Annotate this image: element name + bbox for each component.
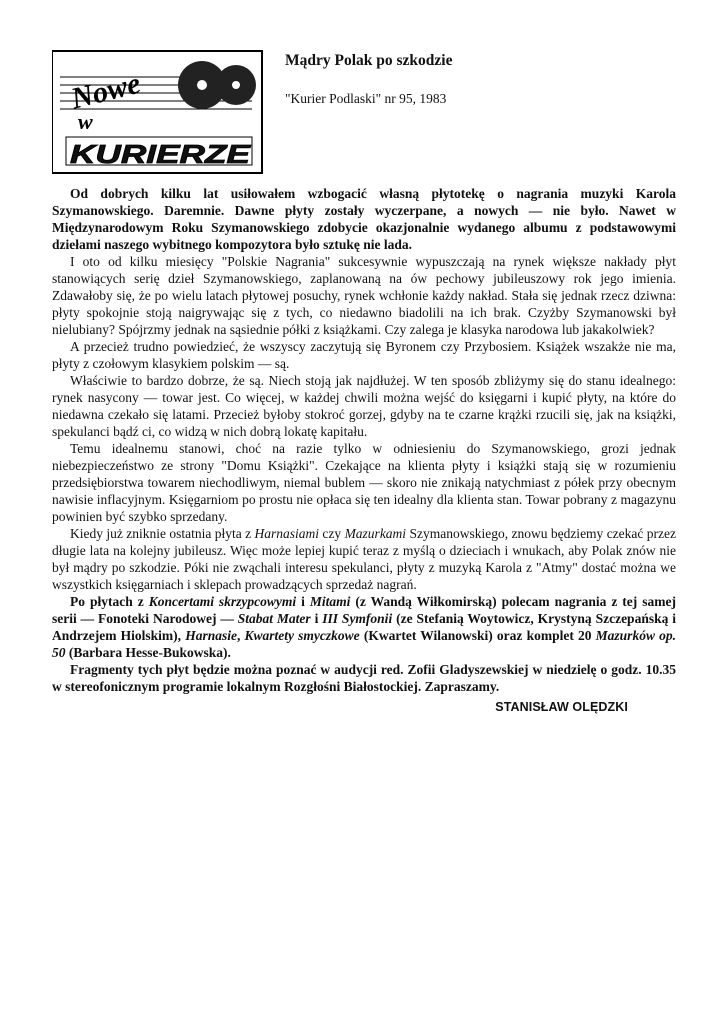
newspaper-column-logo xyxy=(52,47,264,175)
article-paragraph: Właściwie to bardzo dobrze, że są. Niech stoją jak najdłużej. W ten sposób zbliżymy się do stanu idealnego: rynek nasycony — towar jest. Co więcej, w każdej chwili można wejść do księgarni i kupić płyty, na które do niedawna czekało się latami. Przecież byłoby stokroć gorzej, gdyby na te czarne krążki rzucili się, jak na książki, spekulanci bądź ci, co widzą w nich dobrą lokatę kapitału. xyxy=(52,373,676,439)
logo-script-top: Nowe xyxy=(67,66,144,116)
article-paragraph: Kiedy już zniknie ostatnia płyta z Harnasiami czy Mazurkami Szymanowskiego, znowu będziemy czekać przez długie lata na kolejny jubileusz. Więc może lepiej kupić teraz z myślą o dzieciach i wnukach, aby Polak znów nie był mądry po szkodzie. Póki nie zwąchali interesu spekulanci, płyty z muzyką Karola z "Atmy" dostać można we wszystkich księgarniach i sklepach prowadzących sprzedaż nagrań. xyxy=(52,526,677,592)
article-title: Mądry Polak po szkodzie xyxy=(285,52,453,69)
article-paragraph: A przecież trudno powiedzieć, że wszyscy zaczytują się Byronem czy Przybosiem. Książek wszakże nie ma, płyty z czołowym klasykiem polskim — są. xyxy=(52,339,676,371)
logo-script-mid: w xyxy=(78,109,93,134)
logo-brand: KURIERZE xyxy=(70,139,251,169)
author-signature: STANISŁAW OLĘDZKI xyxy=(495,700,628,714)
article-body xyxy=(52,185,676,716)
article-paragraph: Temu idealnemu stanowi, choć na razie tylko w odniesieniu do Szymanowskiego, grozi jednak niebezpieczeństwo ze strony "Domu Książki". Czekające na klienta płyty i książki stają się w rozumieniu przedsiębiorstwa towarem niechodliwym, niemal bublem — skoro nie znikają natychmiast z półek przy obecnym nawisie inflacyjnym. Księgarniom po prostu nie opłaca się ten idealny dla klienta stan. Towar pobrany z magazynu powinien być szybko sprzedany. xyxy=(52,441,676,524)
article-recommendations: Po płytach z Koncertami skrzypcowymi i Mitami (z Wandą Wiłkomirską) polecam nagrania z tej samej serii — Fonoteki Narodowej — Stabat Mater i III Symfonii (ze Stefanią Woytowicz, Krystyną Szczepańską i Andrzejem Hiolskim), Harnasie, Kwartety smyczkowe (Kwartet Wilanowski) oraz komplet 20 Mazurków op. 50 (Barbara Hesse-Bukowska). xyxy=(52,594,676,660)
article-lead: Od dobrych kilku lat usiłowałem wzbogacić własną płytotekę o nagrania muzyki Karola Szymanowskiego. Daremnie. Dawne płyty zostały wyczerpane, a nowych — nie było. Nawet w Międzynarodowym Roku Szymanowskiego zdobycie okazjonalnie wydanego albumu z podstawowymi dziełami naszego wybitnego kompozytora było sztukę nie lada. xyxy=(52,186,676,252)
article-source: "Kurier Podlaski" nr 95, 1983 xyxy=(285,91,447,106)
article-paragraph: I oto od kilku miesięcy "Polskie Nagrania" sukcesywnie wypuszczają na rynek większe nakłady płyt stanowiących serię dzieł Szymanowskiego, zaplanowaną na ów pechowy jubileuszowy rok jego imienia. Zdawałoby się, że po wielu latach płytowej posuchy, rynek wchłonie każdy nakład. Stała się jednak rzecz dziwna: płyty spokojnie stoją naigrywając się z tych, co niedawno biadolili na ich brak. Czyżby Szymanowski był nielubiany? Spójrzmy jednak na sąsiednie półki z książkami. Czy zalega je klasyka narodowa lub jakakolwiek? xyxy=(52,254,676,337)
article-closing: Fragmenty tych płyt będzie można poznać w audycji red. Zofii Gladyszewskiej w niedzielę o godz. 10.35 w stereofonicznym programie lokalnym Rozgłośni Białostockiej. Zapraszamy. xyxy=(52,662,676,694)
